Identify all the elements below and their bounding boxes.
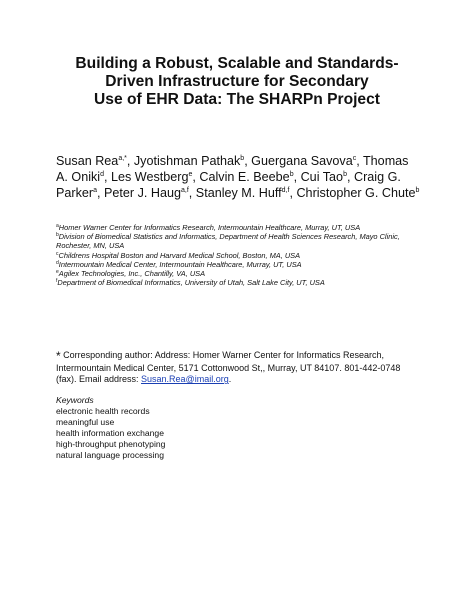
keyword-item: health information exchange [56, 428, 164, 438]
author-affiliation-mark: a,* [118, 155, 127, 162]
keyword-item: natural language processing [56, 450, 164, 460]
affiliation-continuation: Rochester, MN, USA [56, 241, 125, 251]
affiliation-text: Department of Biomedical Informatics, University of Utah, Salt Lake City, UT, USA [57, 278, 325, 288]
keyword-item: meaningful use [56, 417, 115, 427]
affiliation-text: Agilex Technologies, Inc., Chantilly, VA, USA [58, 269, 206, 279]
author-name: Parker [56, 186, 94, 200]
keywords-section [56, 395, 428, 461]
affiliation-list [56, 223, 428, 287]
author-name: , Stanley M. Huff [188, 186, 282, 200]
affiliation-item [56, 269, 428, 278]
title-line: Building a Robust, Scalable and Standards- [75, 55, 399, 72]
author-name: , Les Westberg [104, 170, 189, 184]
affiliation-text: Childrens Hospital Boston and Harvard Medical School, Boston, MA, USA [58, 250, 301, 260]
affiliation-text: Homer Warner Center for Informatics Research, Intermountain Healthcare, Murray, UT, USA [58, 223, 361, 232]
affiliation-mark: b [56, 232, 59, 239]
paper-title [40, 55, 434, 109]
affiliation-mark: c [56, 250, 59, 257]
author-affiliation-mark: a [93, 187, 97, 194]
correspondence-line [56, 374, 428, 386]
corresponding-author-note [56, 350, 428, 386]
correspondence-text: . [228, 374, 232, 385]
author-affiliation-mark: d,f [281, 187, 290, 194]
author-name: A. Oniki [56, 170, 101, 184]
affiliation-item [56, 223, 428, 232]
author-affiliation-mark: a,f [181, 187, 189, 194]
affiliation-text: Division of Biomedical Statistics and Informatics, Department of Health Sciences Research, Mayo Clinic, [58, 232, 400, 242]
author-name: , Jyotishman Pathak [126, 154, 241, 168]
correspondence-text: Corresponding author: Address: Homer Warner Center for Informatics Research, [60, 350, 384, 360]
author-line [56, 153, 428, 169]
author-name: , Thomas [356, 154, 409, 168]
author-name: Susan Rea [56, 154, 119, 168]
author-affiliation-mark: b [289, 171, 294, 178]
email-link[interactable]: Susan.Rea@imail.org [141, 374, 229, 385]
affiliation-item [56, 232, 428, 241]
title-line: Driven Infrastructure for Secondary [105, 73, 369, 90]
title-line: Use of EHR Data: The SHARPn Project [94, 91, 380, 108]
author-affiliation-mark: c [352, 155, 357, 162]
affiliation-item [56, 278, 428, 287]
affiliation-mark: f [56, 278, 58, 285]
author-name: , Cui Tao [293, 170, 344, 184]
author-affiliation-mark: b [343, 171, 347, 178]
affiliation-mark: a [56, 223, 59, 229]
keyword-item: electronic health records [56, 406, 150, 416]
asterisk-mark: * [56, 349, 61, 363]
author-line [56, 185, 428, 201]
correspondence-line [56, 350, 428, 363]
correspondence-line: Intermountain Medical Center, 5171 Cottonwood St,, Murray, UT 84107. 801-442-0748 [56, 362, 401, 373]
author-list [56, 153, 428, 201]
author-affiliation-mark: b [240, 155, 245, 162]
author-affiliation-mark: b [415, 187, 420, 194]
affiliation-mark: d [56, 259, 59, 266]
affiliation-text: Intermountain Medical Center, Intermountain Healthcare, Murray, UT, USA [58, 259, 302, 269]
author-affiliation-mark: e [188, 171, 193, 178]
affiliation-item [56, 260, 428, 269]
author-line [56, 169, 428, 185]
keywords-heading: Keywords [56, 395, 94, 405]
correspondence-text: (fax). Email address: [56, 374, 142, 385]
author-name: , Calvin E. Beebe [192, 170, 290, 184]
author-name: , Guergana Savova [244, 154, 353, 168]
keyword-item: high-throughput phenotyping [56, 439, 166, 449]
author-name: , Craig G. [346, 170, 401, 184]
affiliation-mark: e [56, 269, 59, 276]
author-affiliation-mark: d [100, 171, 104, 178]
author-name: , Christopher G. Chute [289, 186, 416, 200]
author-name: , Peter J. Haug [97, 186, 181, 200]
affiliation-item [56, 251, 428, 260]
